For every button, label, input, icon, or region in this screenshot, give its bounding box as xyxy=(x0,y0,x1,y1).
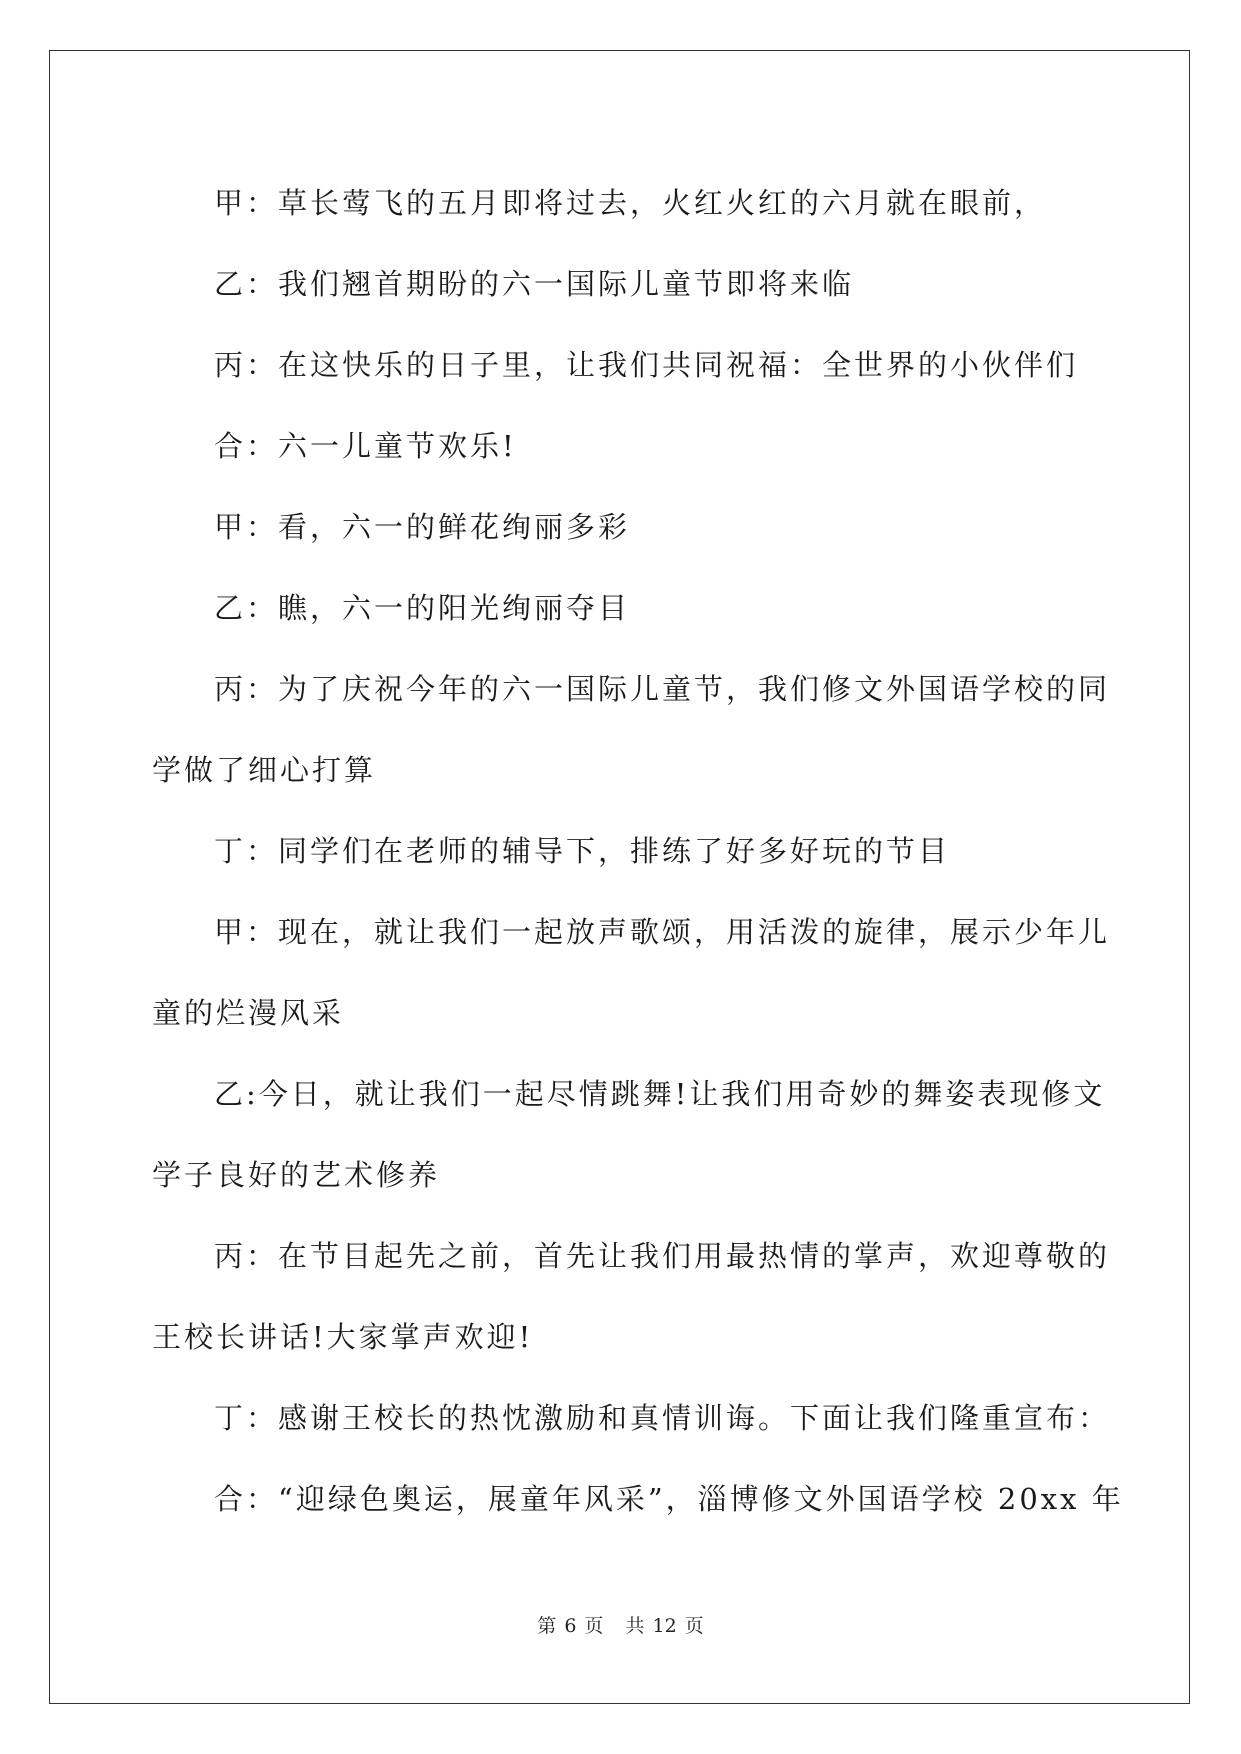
total-indicator xyxy=(621,1615,707,1637)
text-line: 乙：瞧，六一的阳光绚丽夺目 xyxy=(214,591,631,625)
text-line: 丙：为了庆祝今年的六一国际儿童节，我们修文外国语学校的同 xyxy=(214,672,1111,706)
text-line: 丁：感谢王校长的热忱激励和真情训诲。下面让我们隆重宣布： xyxy=(214,1401,1111,1435)
page-label: 第 xyxy=(537,1615,557,1637)
text-line: 童的烂漫风采 xyxy=(152,996,345,1030)
text-line: 丁：同学们在老师的辅导下，排练了好多好玩的节目 xyxy=(214,834,951,868)
text-line: 甲：草长莺飞的五月即将过去，火红火红的六月就在眼前， xyxy=(214,186,1047,220)
text-line: 乙:今日，就让我们一起尽情跳舞!让我们用奇妙的舞姿表现修文 xyxy=(214,1077,1106,1111)
total-label: 共 xyxy=(625,1615,645,1637)
total-suffix: 页 xyxy=(684,1615,704,1637)
text-line: 甲：看，六一的鲜花绚丽多彩 xyxy=(214,510,631,544)
page-suffix: 页 xyxy=(584,1615,604,1637)
text-line: 学子良好的艺术修养 xyxy=(152,1158,441,1192)
text-line: 合：“迎绿色奥运，展童年风采”，淄博修文外国语学校 20xx 年 xyxy=(214,1482,1124,1516)
text-line: 学做了细心打算 xyxy=(152,753,377,787)
page-indicator xyxy=(533,1615,607,1637)
page-number: 6 xyxy=(564,1615,577,1637)
text-line: 丙：在节目起先之前，首先让我们用最热情的掌声，欢迎尊敬的 xyxy=(214,1239,1111,1273)
document-body xyxy=(152,163,1124,1540)
text-line: 王校长讲话!大家掌声欢迎! xyxy=(152,1320,534,1354)
text-line: 合：六一儿童节欢乐! xyxy=(214,429,517,463)
text-line: 乙：我们翘首期盼的六一国际儿童节即将来临 xyxy=(214,267,855,301)
text-line: 甲：现在，就让我们一起放声歌颂，用活泼的旋律，展示少年儿 xyxy=(214,915,1111,949)
text-line: 丙：在这快乐的日子里，让我们共同祝福：全世界的小伙伴们 xyxy=(214,348,1079,382)
page-footer xyxy=(0,1611,1241,1638)
total-pages: 12 xyxy=(652,1615,677,1637)
